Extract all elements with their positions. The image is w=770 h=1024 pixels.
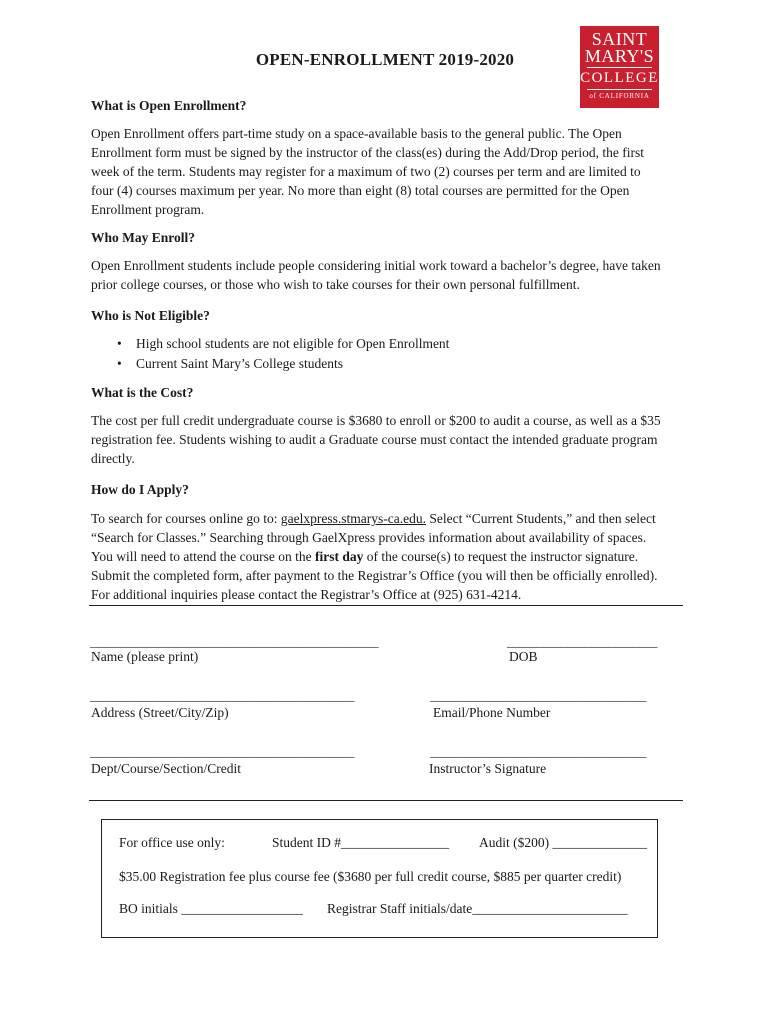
bullet-icon: • <box>117 356 122 371</box>
paragraph-cost <box>91 411 686 468</box>
heading-apply: How do I Apply? <box>91 482 189 497</box>
paragraph-line: directly. <box>91 451 135 466</box>
first-day-emphasis: first day <box>314 549 364 564</box>
heading-not-eligible: Who is Not Eligible? <box>91 308 210 323</box>
email-phone-field[interactable]: ____________________________________ <box>430 688 646 703</box>
college-logo <box>580 26 659 108</box>
gaelxpress-link[interactable]: gaelxpress.stmarys-ca.edu. <box>280 511 426 526</box>
student-id-field[interactable]: Student ID #________________ <box>272 835 449 850</box>
logo-divider <box>587 67 652 68</box>
logo-line-college: COLLEGE <box>580 70 659 86</box>
logo-line-california: of CALIFORNIA <box>589 92 650 100</box>
logo-line-marys: MARY'S <box>584 46 655 66</box>
paragraph-who-may-enroll <box>91 256 686 294</box>
heading-cost: What is the Cost? <box>91 385 194 400</box>
not-eligible-list <box>91 334 449 374</box>
dept-course-field[interactable]: ____________________________________________ <box>90 744 354 759</box>
logo-line-saint: SAINT <box>591 29 648 49</box>
name-field[interactable]: ________________________________________________ <box>90 634 378 649</box>
paragraph-line: “Search for Classes.” Searching through GaelXpress provides information about availability of spaces. <box>91 530 647 545</box>
logo-divider-2 <box>587 89 652 90</box>
dept-course-label: Dept/Course/Section/Credit <box>91 761 241 776</box>
heading-what-is: What is Open Enrollment? <box>91 98 247 113</box>
list-item: • Current Saint Mary’s College students <box>91 354 449 374</box>
paragraph-line: Submit the completed form, after payment to the Registrar’s Office (you will then be officially enrolled). <box>91 568 658 583</box>
paragraph-line: prior college courses, or those who wish to take courses for their own personal fulfillment. <box>91 277 580 292</box>
paragraph-line: Enrollment program. <box>91 202 205 217</box>
bottom-divider <box>89 800 683 801</box>
page-title: OPEN-ENROLLMENT 2019-2020 <box>255 50 515 69</box>
bullet-icon: • <box>117 336 122 351</box>
bo-initials-field[interactable]: BO initials __________________ <box>119 901 303 916</box>
dob-label: DOB <box>509 649 538 664</box>
office-use-box <box>101 819 658 938</box>
audit-field[interactable]: Audit ($200) ______________ <box>479 835 647 850</box>
paragraph-line: The cost per full credit undergraduate course is $3680 to enroll or $200 to audit a course, as well as a $35 <box>91 413 661 428</box>
fee-text: $35.00 Registration fee plus course fee ($3680 per full credit course, $885 per quarter credit) <box>119 869 622 884</box>
registrar-initials-field[interactable]: Registrar Staff initials/date_______________________ <box>327 901 628 916</box>
address-label: Address (Street/City/Zip) <box>91 705 229 720</box>
list-item: • High school students are not eligible for Open Enrollment <box>91 334 449 354</box>
top-divider <box>89 605 683 606</box>
email-phone-label: Email/Phone Number <box>433 705 551 720</box>
paragraph-line: Enrollment form must be signed by the instructor of the class(es) during the Add/Drop period, the first <box>91 145 645 160</box>
paragraph-line: Open Enrollment offers part-time study on a space-available basis to the general public. The Open <box>91 126 622 141</box>
paragraph-what-is <box>91 124 686 219</box>
paragraph-line: Open Enrollment students include people considering initial work toward a bachelor’s degree, have taken <box>91 258 661 273</box>
name-label: Name (please print) <box>91 649 199 664</box>
dob-field[interactable]: _________________________ <box>507 634 657 649</box>
instructor-signature-label: Instructor’s Signature <box>429 761 547 776</box>
paragraph-apply: To search for courses online go to: gaelxpress.stmarys-ca.edu. Select “Current Students,” and then select “Search for Classes.” Searching through GaelXpress provides information about availability of spaces. You will need to attend the course on the first day of the course(s) to request the instructor signature. Submit the completed form, after payment to the Registrar’s Office (you will then be officially enrolled). For additional inquiries please contact the Registrar’s Office at (925) 631-4214. <box>91 509 686 604</box>
paragraph-line: For additional inquiries please contact the Registrar’s Office at (925) 631-4214. <box>91 587 522 602</box>
instructor-signature-field[interactable]: ____________________________________ <box>430 744 646 759</box>
paragraph-line: week of the term. Students may register for a maximum of two (2) courses per term and are limited to <box>91 164 641 179</box>
office-use-label: For office use only: <box>119 835 225 850</box>
paragraph-line: four (4) courses maximum per year. No more than eight (8) total courses are permitted for the Open <box>91 183 630 198</box>
address-field[interactable]: ____________________________________________ <box>90 688 354 703</box>
heading-who-may-enroll: Who May Enroll? <box>91 230 196 245</box>
paragraph-line: registration fee. Students wishing to audit a Graduate course must contact the intended graduate program <box>91 432 658 447</box>
